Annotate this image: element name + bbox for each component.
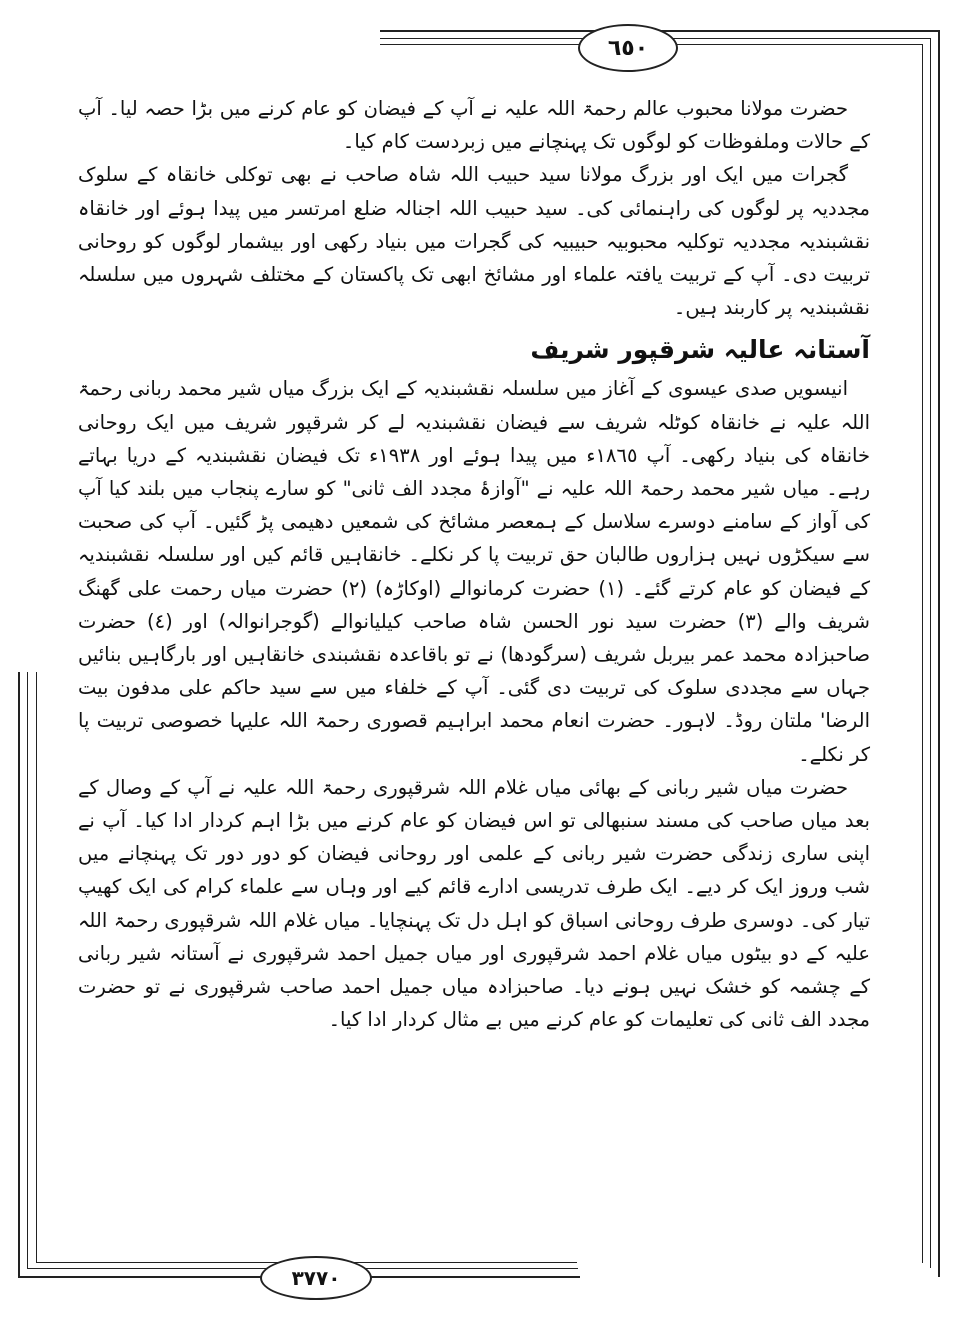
paragraph-3: انیسویں صدی عیسوی کے آغاز میں سلسلہ نقشبندیہ کے ایک بزرگ میاں شیر محمد ربانی رحمۃ اللہ علیہ نے خانقاہ کوٹلہ شریف سے فیضان نقشبندیہ لے کر شرقپور شریف میں ایک روحانی خانقاہ کی بنیاد رکھی۔ آپ ١٨٦٥ء میں پیدا ہوئے اور ١٩٣٨ء تک فیضان نقشبندیہ کے دریا بہاتے رہے۔ میاں شیر محمد رحمۃ اللہ علیہ نے "آوازۂ مجدد الف ثانی" کو سارے پنجاب میں بلند کیا آپ کی آواز کے سامنے دوسرے سلاسل کے ہمعصر مشائخ کی شمعیں دھیمی پڑ گئیں۔ آپ کی صحبت سے سیکڑوں نہیں ہزاروں طالبان حق تربیت پا کر نکلے۔ خانقاہیں قائم کیں اور سلسلہ نقشبندیہ کے فیضان کو عام کرتے گئے۔ (١) حضرت کرمانوالے (اوکاڑہ) (٢) حضرت میاں رحمت علی گھنگ شریف والے (٣) حضرت سید نور الحسن شاہ صاحب کیلیانوالے (گوجرانوالہ) اور (٤) حضرت صاحبزادہ محمد عمر بیربل شریف (سرگودھا) نے تو باقاعدہ نقشبندی خانقاہیں اور بارگاہیں بنائیں جہاں سے مجددی سلوک کی تربیت دی گئی۔ آپ کے خلفاء میں سے سید حاکم علی مدفون بیت الرضا' ملتان روڈ۔ لاہور۔ حضرت انعام محمد ابراہیم قصوری رحمۃ اللہ علیہا خصوصی تربیت پا کر نکلے۔ xyxy=(78,377,871,766)
section-heading: آستانہ عالیہ شرقپور شریف xyxy=(530,335,870,365)
page-number-bottom: ٣٧٧٠ xyxy=(260,1256,372,1300)
paragraph-4: حضرت میاں شیر ربانی کے بھائی میاں غلام اللہ شرقپوری رحمۃ اللہ علیہ نے آپ کے وصال کے بعد میاں صاحب کی مسند سنبھالی تو اس فیضان کو عام کرنے میں بڑا اہم کردار ادا کیا۔ آپ نے اپنی ساری زندگی حضرت شیر ربانی کے علمی اور روحانی فیضان کو دور دور تک پہنچانے میں شب وروز ایک کر دیے۔ ایک طرف تدریسی ادارے قائم کیے اور وہاں سے علماء کرام کی ایک کھیپ تیار کی۔ دوسری طرف روحانی اسباق کو اہل دل تک پہنچایا۔ میاں غلام اللہ شرقپوری رحمۃ اللہ علیہ کے دو بیٹوں میاں غلام احمد شرقپوری اور میاں جمیل احمد شرقپوری نے آستانہ شیر ربانی کے چشمہ کو خشک نہیں ہونے دیا۔ صاحبزادہ میاں جمیل احمد صاحب شرقپوری نے تو حضرت مجدد الف ثانی کی تعلیمات کو عام کرنے میں بے مثال کردار ادا کیا۔ xyxy=(78,775,870,1032)
page-number-top: ٦٥٠ xyxy=(578,24,678,72)
page-body xyxy=(78,92,870,1036)
paragraph-2: گجرات میں ایک اور بزرگ مولانا سید حبیب اللہ شاہ صاحب نے بھی توکلی خانقاہ کے سلوک مجددیہ پر لوگوں کی راہنمائی کی۔ سید حبیب اللہ اجنالہ ضلع امرتسر میں پیدا ہوئے اور خانقاہ نقشبندیہ مجددیہ توکلیہ محبوبیہ حبیبیہ کی گجرات میں بنیاد رکھی اور بیشمار لوگوں کو روحانی تربیت دی۔ آپ کے تربیت یافتہ علماء اور مشائخ ابھی تک پاکستان کے مختلف شہروں میں سلسلہ نقشبندیہ پر کاربند ہیں۔ xyxy=(78,163,870,320)
paragraph-1: حضرت مولانا محبوب عالم رحمۃ اللہ علیہ نے آپ کے فیضان کو عام کرنے میں بڑا حصہ لیا۔ آپ کے حالات وملفوظات کو لوگوں تک پہنچانے میں زبردست کام کیا۔ xyxy=(78,97,870,154)
